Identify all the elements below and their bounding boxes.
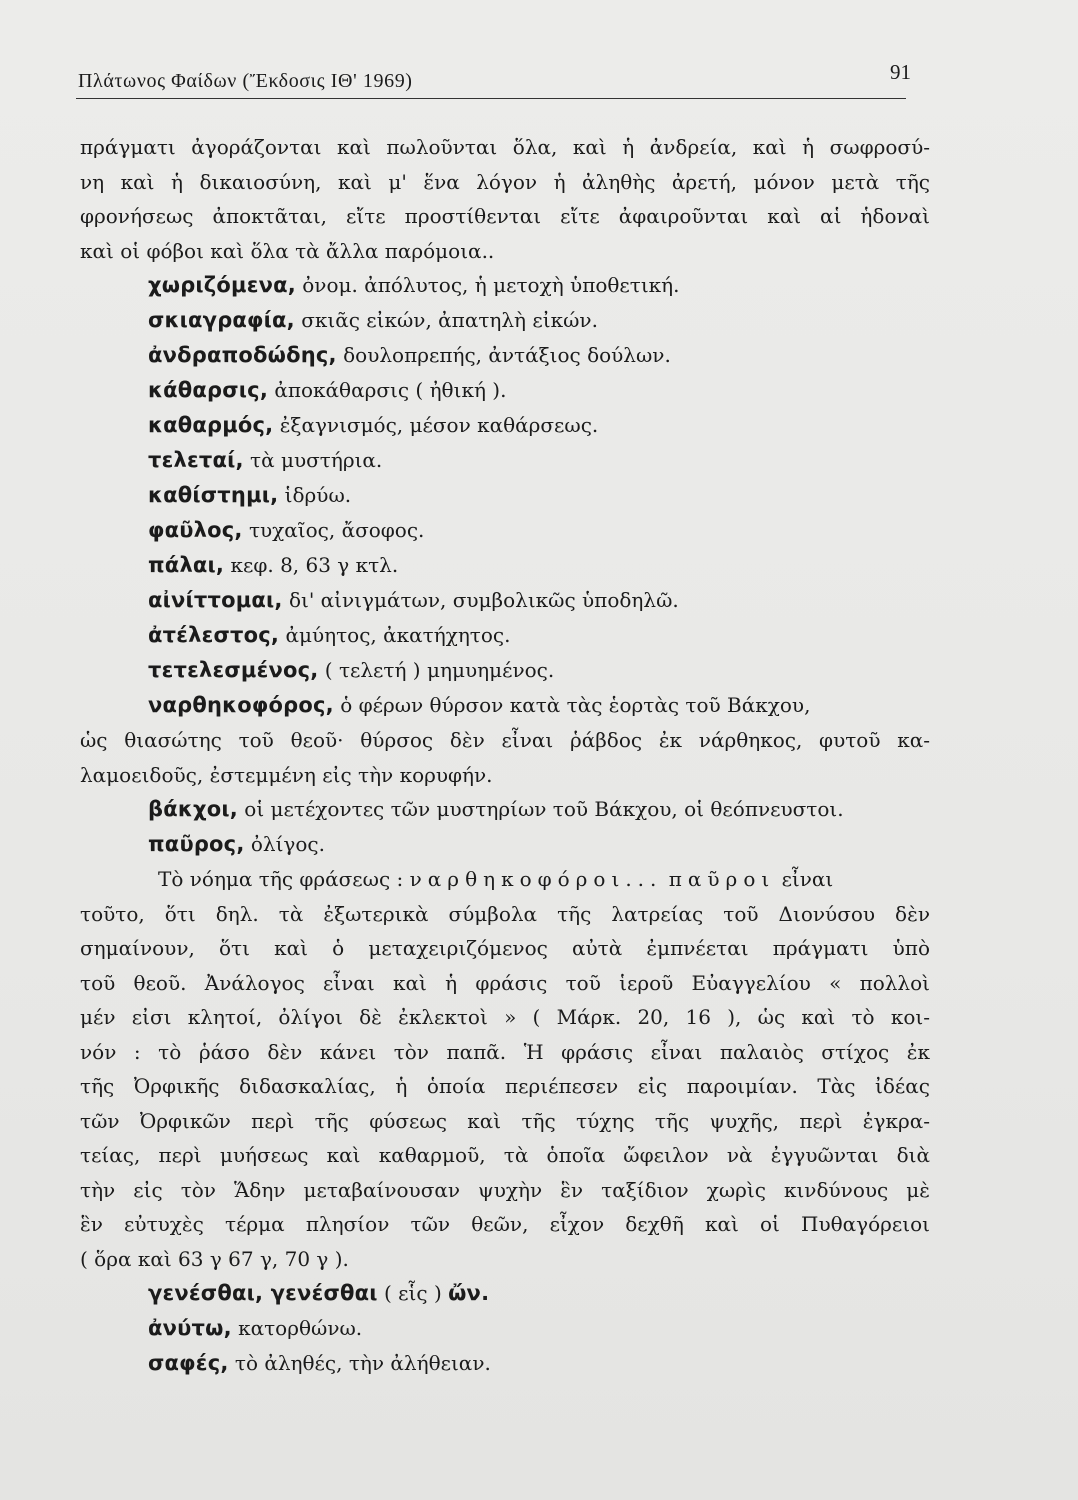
commentary-lead-line bbox=[80, 862, 930, 897]
header-rule bbox=[76, 98, 906, 99]
entry-lemma: βάκχοι, bbox=[148, 797, 238, 821]
entry-lemma: τελεταί, bbox=[148, 448, 244, 472]
page-number: 91 bbox=[890, 60, 911, 84]
glossary-entry bbox=[80, 688, 930, 723]
entry-gloss: ὀνομ. ἀπόλυτος, ἡ μετοχὴ ὑποθετική. bbox=[302, 273, 680, 297]
entry-gloss: ἱδρύω. bbox=[284, 483, 352, 507]
text-line: νη καὶ ἡ δικαιοσύνη, καὶ μ' ἕνα λόγον ἡ ἀληθὴς ἀρετή, μόνον μετὰ τῆς bbox=[80, 169, 930, 194]
entry-lemma: τετελεσμένος, bbox=[148, 658, 319, 682]
text-line: λαμοειδοῦς, ἐστεμμένη εἰς τὴν κορυφήν. bbox=[80, 762, 493, 787]
entry-lemma: κάθαρσις, bbox=[148, 378, 268, 402]
glossary-entry bbox=[80, 618, 930, 653]
text-line: τῆς Ὀρφικῆς διδασκαλίας, ἡ ὁποία περιέπεσεν εἰς παροιμίαν. Τὰς ἰδέας bbox=[80, 1074, 930, 1098]
glossary-entry bbox=[80, 827, 930, 862]
glossary-entry bbox=[80, 548, 930, 583]
entry-lemma: πάλαι, bbox=[148, 553, 225, 577]
entry-lemma: ναρθηκοφόρος, bbox=[148, 693, 334, 717]
entry-lemma: φαῦλος, bbox=[148, 518, 243, 542]
glossary-entry bbox=[80, 303, 930, 338]
entry-gloss: τὸ ἀληθές, τὴν ἀλήθειαν. bbox=[234, 1351, 491, 1375]
entry-gloss: τὰ μυστήρια. bbox=[250, 448, 383, 472]
entry-gloss: ἀποκάθαρσις ( ἠθική ). bbox=[274, 378, 507, 402]
entry-gloss: σκιᾶς εἰκών, ἀπατηλὴ εἰκών. bbox=[301, 308, 598, 332]
text-line: τείας, περὶ μυήσεως καὶ καθαρμοῦ, τὰ ὁποῖα ὤφειλον νὰ ἐγγυῶνται διὰ bbox=[80, 1143, 930, 1167]
entry-gloss: τυχαῖος, ἄσοφος. bbox=[248, 518, 425, 542]
entry-lemma: καθαρμός, bbox=[148, 413, 274, 437]
text-line: τῶν Ὀρφικῶν περὶ τῆς φύσεως καὶ τῆς τύχης τῆς ψυχῆς, περὶ ἐγκρα- bbox=[80, 1108, 930, 1133]
entry-gloss: οἱ μετέχοντες τῶν μυστηρίων τοῦ Βάκχου, οἱ θεόπνευστοι. bbox=[244, 797, 844, 821]
glossary-entry bbox=[80, 478, 930, 513]
text-line: τοῦτο, ὅτι δηλ. τὰ ἐξωτερικὰ σύμβολα τῆς λατρείας τοῦ Διονύσου δὲν bbox=[80, 901, 930, 926]
glossary-entry bbox=[80, 408, 930, 443]
text-line: νόν : τὸ ῥάσο δὲν κάνει τὸν παπᾶ. Ἡ φράσις εἶναι παλαιὸς στίχος ἐκ bbox=[80, 1039, 930, 1064]
glossary-entry bbox=[80, 373, 930, 408]
text-line: τὴν εἰς τὸν Ἅδην μεταβαίνουσαν ψυχὴν ἓν ταξίδιον χωρὶς κινδύνους μὲ bbox=[80, 1177, 930, 1202]
glossary-entry bbox=[80, 1346, 930, 1381]
text-line: καὶ οἱ φόβοι καὶ ὅλα τὰ ἄλλα παρόμοια.. bbox=[80, 238, 495, 263]
text-line: ( ὅρα καὶ 63 γ 67 γ, 70 γ ). bbox=[80, 1246, 349, 1271]
entry-gloss: ὁ φέρων θύρσον κατὰ τὰς ἑορτὰς τοῦ Βάκχου, bbox=[340, 693, 811, 717]
entry-gloss: ὀλίγος. bbox=[250, 832, 325, 856]
glossary-entry bbox=[80, 268, 930, 303]
entry-lemma: αἰνίττομαι, bbox=[148, 588, 283, 612]
text-line: σημαίνουν, ὅτι καὶ ὁ μεταχειριζόμενος αὐτὰ ἐμπνέεται πράγματι ὑπὸ bbox=[80, 936, 930, 960]
text-line: ἓν εὐτυχὲς τέρμα πλησίον τῶν θεῶν, εἶχον δεχθῆ καὶ οἱ Πυθαγόρειοι bbox=[80, 1212, 930, 1236]
entry-lemma: παῦρος, bbox=[148, 832, 245, 856]
entry-gloss: ἀμύητος, ἀκατήχητος. bbox=[285, 623, 511, 647]
glossary-entry bbox=[80, 583, 930, 618]
text-line: πράγματι ἀγοράζονται καὶ πωλοῦνται ὅλα, καὶ ἡ ἀνδρεία, καὶ ἡ σωφροσύ- bbox=[80, 135, 930, 159]
text-line: ὡς θιασώτης τοῦ θεοῦ· θύρσος δὲν εἶναι ῥάβδος ἐκ νάρθηκος, φυτοῦ κα- bbox=[80, 728, 930, 752]
entry-lemma: χωριζόμενα, bbox=[148, 273, 296, 297]
glossary-entry bbox=[80, 338, 930, 373]
entry-lemma: ἀτέλεστος, bbox=[148, 623, 280, 647]
text-line: τοῦ θεοῦ. Ἀνάλογος εἶναι καὶ ἡ φράσις τοῦ ἱεροῦ Εὐαγγελίου « πολλοὶ bbox=[80, 970, 930, 995]
entry-gloss: ( εἷς ) bbox=[384, 1281, 442, 1305]
entry-lemma: ὤν. bbox=[448, 1281, 490, 1305]
glossary-entry bbox=[80, 513, 930, 548]
quoted-phrase: ναρθηκοφόροι... bbox=[409, 867, 663, 891]
text-line: φρονήσεως ἀποκτᾶται, εἴτε προστίθενται εἴτε ἀφαιροῦνται καὶ αἱ ἡδοναὶ bbox=[80, 204, 930, 228]
entry-gloss: ( τελετή ) μημυημένος. bbox=[324, 658, 555, 682]
quoted-phrase: παῦροι bbox=[668, 867, 776, 891]
glossary-entry bbox=[80, 1276, 930, 1311]
commentary-lead: Τὸ νόημα τῆς φράσεως : bbox=[158, 867, 404, 891]
entry-lemma: σκιαγραφία, bbox=[148, 308, 295, 332]
running-title: Πλάτωνος Φαίδων (Ἔκδοσις ΙΘ' 1969) bbox=[78, 70, 413, 92]
entry-lemma: ἀνύτω, bbox=[148, 1316, 232, 1340]
entry-gloss: ἐξαγνισμός, μέσον καθάρσεως. bbox=[279, 413, 599, 437]
glossary-entry bbox=[80, 792, 930, 827]
glossary-entry bbox=[80, 653, 930, 688]
entry-gloss: δι' αἰνιγμάτων, συμβολικῶς ὑποδηλῶ. bbox=[288, 588, 679, 612]
entry-gloss: δουλοπρεπής, ἀντάξιος δούλων. bbox=[343, 343, 671, 367]
text-line: μέν εἰσι κλητοί, ὀλίγοι δὲ ἐκλεκτοὶ » ( Μάρκ. 20, 16 ), ὡς καὶ τὸ κοι- bbox=[80, 1005, 930, 1029]
glossary-entry bbox=[80, 1311, 930, 1346]
entry-lemma: καθίστημι, bbox=[148, 483, 279, 507]
entry-lemma: γενέσθαι, γενέσθαι bbox=[148, 1281, 378, 1305]
entry-gloss: κεφ. 8, 63 γ κτλ. bbox=[230, 553, 399, 577]
commentary-lead-end: εἶναι bbox=[781, 867, 834, 891]
entry-lemma: ἀνδραποδώδης, bbox=[148, 343, 337, 367]
entry-gloss: κατορθώνω. bbox=[238, 1316, 363, 1340]
entry-lemma: σαφές, bbox=[148, 1351, 229, 1375]
glossary-entry bbox=[80, 443, 930, 478]
page-body bbox=[80, 130, 930, 1381]
